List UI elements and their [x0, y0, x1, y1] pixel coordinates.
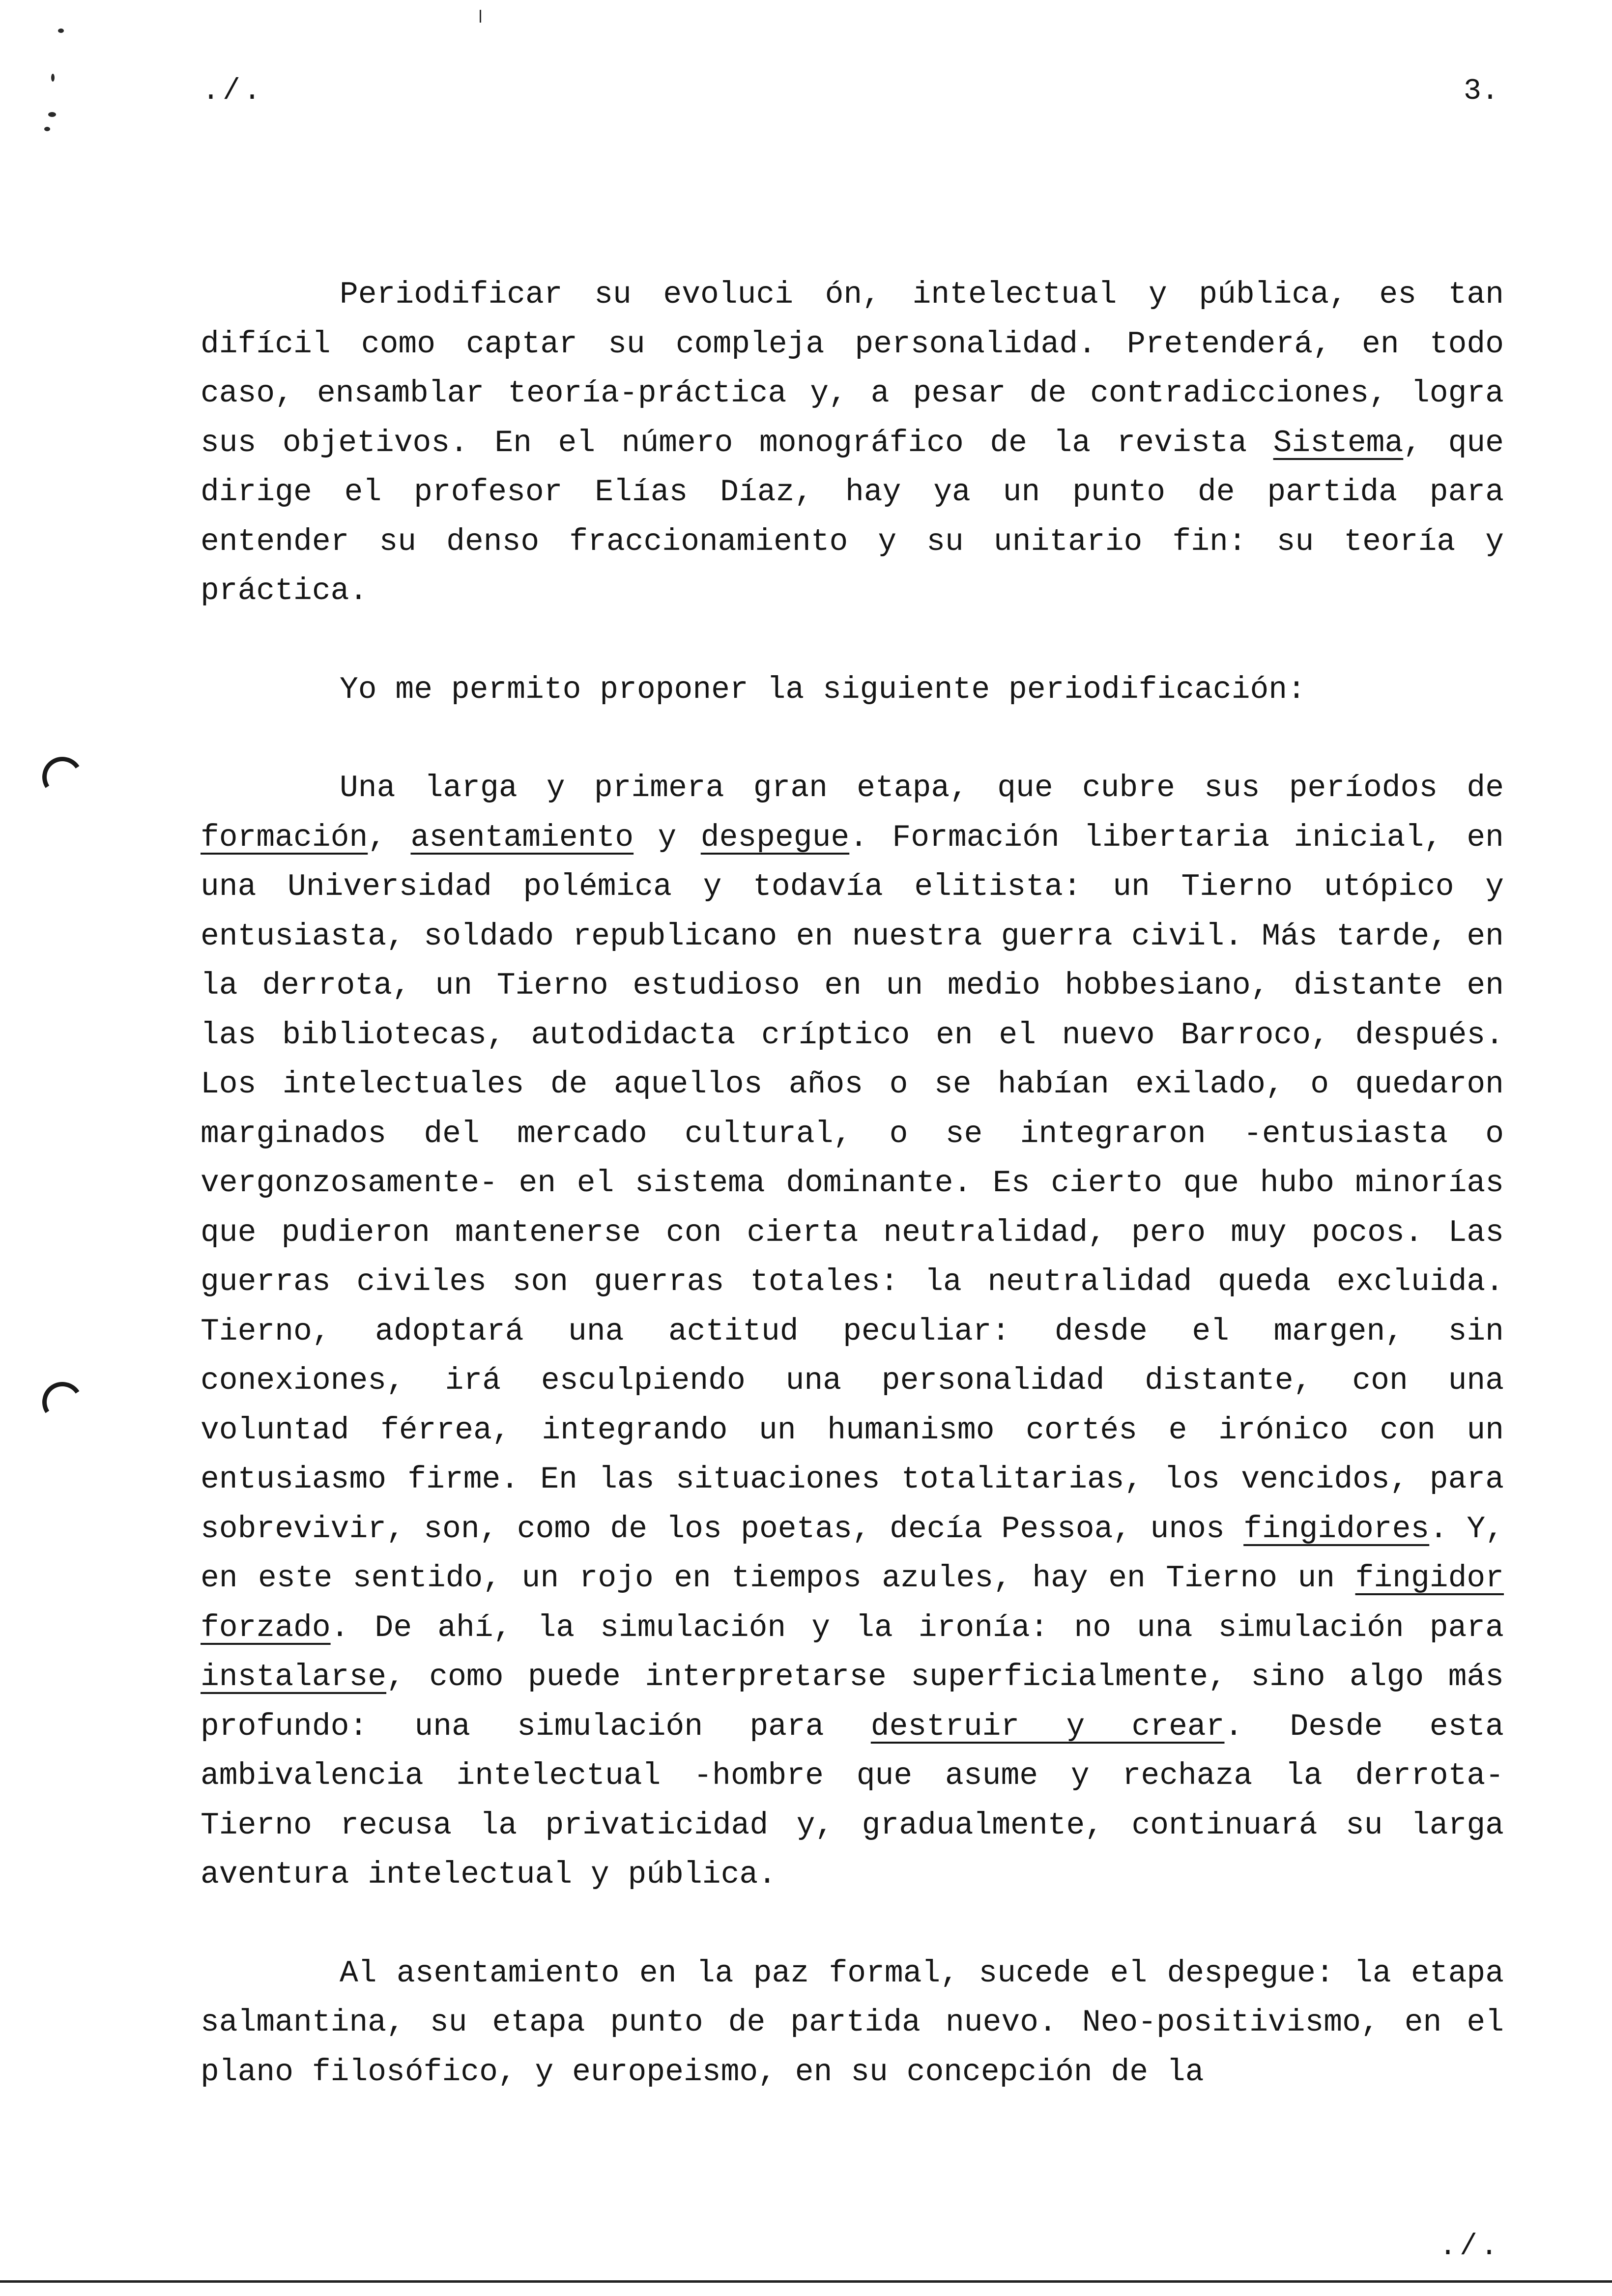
scan-speck — [48, 112, 56, 117]
text-run: . Desde esta ambivalencia intelectual -hombre que asume y rechaza la derrota- Tierno recusa la privaticidad y, gradualmente, continuará su larga aventura intelectual y pública. — [201, 1709, 1504, 1892]
underlined-term: formación — [201, 820, 368, 855]
paragraph — [201, 764, 1504, 1900]
scan-speck — [480, 10, 481, 23]
scan-speck — [58, 29, 64, 33]
text-run: . De ahí, la simulación y la ironía: no una simulación para — [330, 1610, 1504, 1645]
page-bottom-rule — [0, 2280, 1612, 2283]
margin-annotation-mark — [38, 753, 86, 801]
text-run: y — [633, 820, 701, 855]
text-run: . Formación libertaria inicial, en una Universidad polémica y todavía elitista: un Tierno utópico y entusiasta, soldado republicano en nuestra guerra civil. Más tarde, en la derrota, un Tierno estudioso en un medio hobbesiano, distante en las bibliotecas, autodidacta críptico en el nuevo Barroco, después. Los intelectuales de aquellos años o se habían exilado, o quedaron marginados del mercado cultural, o se integraron -entusiasta o vergonzosamente- en el sistema dominante. Es cierto que hubo minorías que pudieron mantenerse con cierta neutralidad, pero muy pocos. Las guerras civiles son guerras totales: la neutralidad queda excluida. Tierno, adoptará una actitud peculiar: desde el margen, sin conexiones, irá esculpiendo una personalidad distante, con una voluntad férrea, integrando un humanismo cortés e irónico con un entusiasmo firme. En las situaciones totalitarias, los vencidos, para sobrevivir, son, como de los poetas, decía Pessoa, unos — [201, 820, 1504, 1547]
text-run: Periodificar su evoluci ón, intelectual y pública, es tan difícil como captar su compleja personalidad. Pretenderá, en todo caso, ensamblar teoría-práctica y, a pesar de contradicciones, logra sus objetivos. En el número monográfico de la revista — [201, 277, 1504, 460]
underlined-term: Sistema — [1273, 425, 1404, 460]
scan-speck — [44, 127, 50, 131]
text-run: , como puede interpretarse superficialmente, sino algo más profundo: una simulación para — [201, 1660, 1504, 1744]
text-run: Una larga y primera gran etapa, que cubre sus períodos de — [340, 771, 1504, 805]
body-text — [201, 270, 1504, 2097]
paragraph — [201, 665, 1504, 715]
margin-annotation-mark — [38, 1378, 86, 1426]
text-run: Yo me permito proponer la siguiente periodificación: — [340, 672, 1306, 707]
underlined-term: despegue — [700, 820, 850, 855]
text-run: . Y, en este sentido, un rojo en tiempos azules, hay en Tierno un — [201, 1511, 1504, 1596]
footer-continuation-marker: ./. — [1439, 2230, 1501, 2264]
header-continuation-marker: ./. — [202, 75, 264, 108]
scan-speck — [51, 74, 55, 82]
underlined-term: instalarse — [201, 1660, 387, 1694]
text-run: , que dirige el profesor Elías Díaz, hay ya un punto de partida para entender su denso fraccionamiento y su unitario fin: su teoría y práctica. — [201, 425, 1504, 608]
paragraph — [201, 1949, 1504, 2097]
underlined-term: destruir y crear — [870, 1709, 1225, 1744]
text-run: , — [368, 820, 411, 855]
page-number: 3. — [1464, 75, 1499, 108]
underlined-term: fingidores — [1243, 1511, 1430, 1547]
text-run: Al asentamiento en la paz formal, sucede el despegue: la etapa salmantina, su etapa punto de partida nuevo. Neo-positivismo, en el plano filosófico, y europeismo, en su concepción de la — [201, 1955, 1504, 2090]
underlined-term: asentamiento — [410, 820, 634, 855]
paragraph — [201, 270, 1504, 616]
underlined-term: fingidor forzado — [201, 1561, 1504, 1645]
